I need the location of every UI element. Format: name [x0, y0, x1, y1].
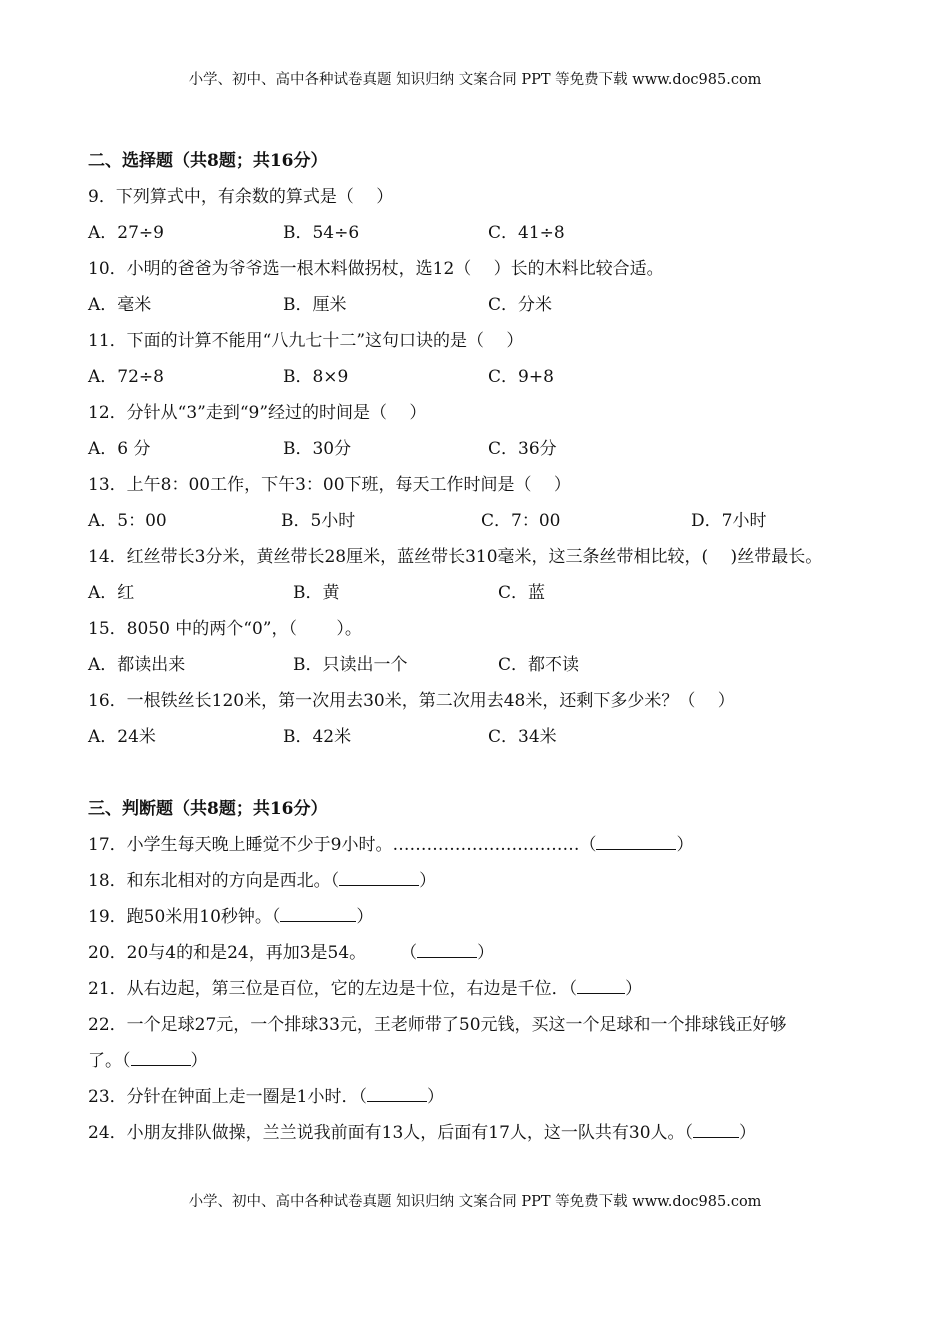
option-b: B．只读出一个: [293, 655, 408, 675]
option-c: C．41÷8: [488, 223, 565, 243]
option-c: C．9+8: [488, 367, 554, 387]
question-10: 10．小明的爸爸为爷爷选一根木料做拐杖，选12（ ）长的木料比较合适。: [88, 259, 664, 279]
question-text: 19．跑50米用10秒钟。（: [88, 907, 281, 927]
question-20: [88, 935, 863, 971]
close-paren: ）: [625, 979, 643, 999]
option-c: C．7：00: [481, 511, 561, 531]
option-b: B．54÷6: [283, 223, 360, 243]
option-a: A．都读出来: [88, 655, 186, 675]
section-spacer: [88, 755, 863, 791]
option-c: C．都不读: [498, 655, 580, 675]
option-a: A．27÷9: [88, 223, 164, 243]
section-title: 二、选择题（共8题；共16分）: [88, 151, 328, 171]
option-b: B．30分: [283, 439, 352, 459]
question-text: 17．小学生每天晚上睡觉不少于9小时。……………………………（: [88, 835, 597, 855]
option-a: A．24米: [88, 727, 156, 747]
question-text: 22．一个足球27元，一个排球33元，王老师带了50元钱，买这一个足球和一个排球钱正好够: [88, 1015, 787, 1035]
option-c: C．34米: [488, 727, 557, 747]
answer-blank[interactable]: [131, 1047, 191, 1066]
options-15: [88, 647, 863, 683]
question-text: 23．分针在钟面上走一圈是1小时．（: [88, 1087, 367, 1107]
close-paren: ）: [190, 1051, 208, 1071]
answer-blank[interactable]: [339, 867, 419, 886]
question-22: [88, 1007, 863, 1043]
close-paren: ）: [739, 1123, 757, 1143]
question-text: 18．和东北相对的方向是西北。（: [88, 871, 340, 891]
answer-blank[interactable]: [280, 903, 356, 922]
page-footer: 小学、初中、高中各种试卷真题 知识归纳 文案合同 PPT 等免费下载 www.doc985.com: [188, 1194, 762, 1210]
close-paren: ）: [356, 907, 374, 927]
close-paren: ）: [676, 835, 694, 855]
option-a: A．红: [88, 583, 135, 603]
option-b: B．5小时: [281, 511, 356, 531]
option-b: B．厘米: [283, 295, 347, 315]
question-18: [88, 863, 863, 899]
option-b: B．黄: [293, 583, 340, 603]
option-d: D．7小时: [691, 511, 767, 531]
option-b: B．8×9: [283, 367, 349, 387]
page-header: 小学、初中、高中各种试卷真题 知识归纳 文案合同 PPT 等免费下载 www.doc985.com: [188, 72, 762, 88]
exam-content: [88, 143, 863, 1151]
question-text: 了。（: [88, 1051, 131, 1071]
question-text: 21．从右边起，第三位是百位，它的左边是十位，右边是千位．（: [88, 979, 578, 999]
options-16: [88, 719, 863, 755]
question-21: [88, 971, 863, 1007]
section-title: 三、判断题（共8题；共16分）: [88, 799, 328, 819]
question-24: [88, 1115, 863, 1151]
option-c: C．36分: [488, 439, 557, 459]
close-paren: ）: [426, 1087, 444, 1107]
question-11: 11．下面的计算不能用“八九七十二”这句口诀的是（ ）: [88, 331, 524, 351]
option-c: C．蓝: [498, 583, 546, 603]
answer-blank[interactable]: [417, 939, 477, 958]
options-10: [88, 287, 863, 323]
option-b: B．42米: [283, 727, 352, 747]
option-c: C．分米: [488, 295, 553, 315]
question-13: 13．上午8：00工作，下午3：00下班，每天工作时间是（ ）: [88, 475, 571, 495]
question-22-cont: [88, 1043, 863, 1079]
question-9: 9．下列算式中，有余数的算式是（ ）: [88, 187, 394, 207]
options-14: [88, 575, 863, 611]
options-11: [88, 359, 863, 395]
question-23: [88, 1079, 863, 1115]
option-a: A．5：00: [88, 511, 167, 531]
answer-blank[interactable]: [577, 975, 625, 994]
answer-blank[interactable]: [693, 1119, 739, 1138]
option-a: A．72÷8: [88, 367, 164, 387]
question-14: 14．红丝带长3分米，黄丝带长28厘米，蓝丝带长310毫米，这三条丝带相比较，( )丝带最长。: [88, 547, 823, 567]
options-9: [88, 215, 863, 251]
question-19: [88, 899, 863, 935]
option-a: A．毫米: [88, 295, 152, 315]
question-12: 12．分针从“3”走到“9”经过的时间是（ ）: [88, 403, 427, 423]
question-text: 20．20与4的和是24，再加3是54。 （: [88, 943, 418, 963]
answer-blank[interactable]: [367, 1083, 427, 1102]
answer-blank[interactable]: [596, 831, 676, 850]
question-17: [88, 827, 863, 863]
question-text: 24．小朋友排队做操，兰兰说我前面有13人，后面有17人，这一队共有30人。（: [88, 1123, 694, 1143]
close-paren: ）: [419, 871, 437, 891]
options-13: [88, 503, 863, 539]
options-12: [88, 431, 863, 467]
question-15: 15．8050 中的两个“0”，（ ）。: [88, 619, 362, 639]
option-a: A．6 分: [88, 439, 151, 459]
close-paren: ）: [477, 943, 495, 963]
question-16: 16．一根铁丝长120米，第一次用去30米，第二次用去48米，还剩下多少米？（ ）: [88, 691, 735, 711]
